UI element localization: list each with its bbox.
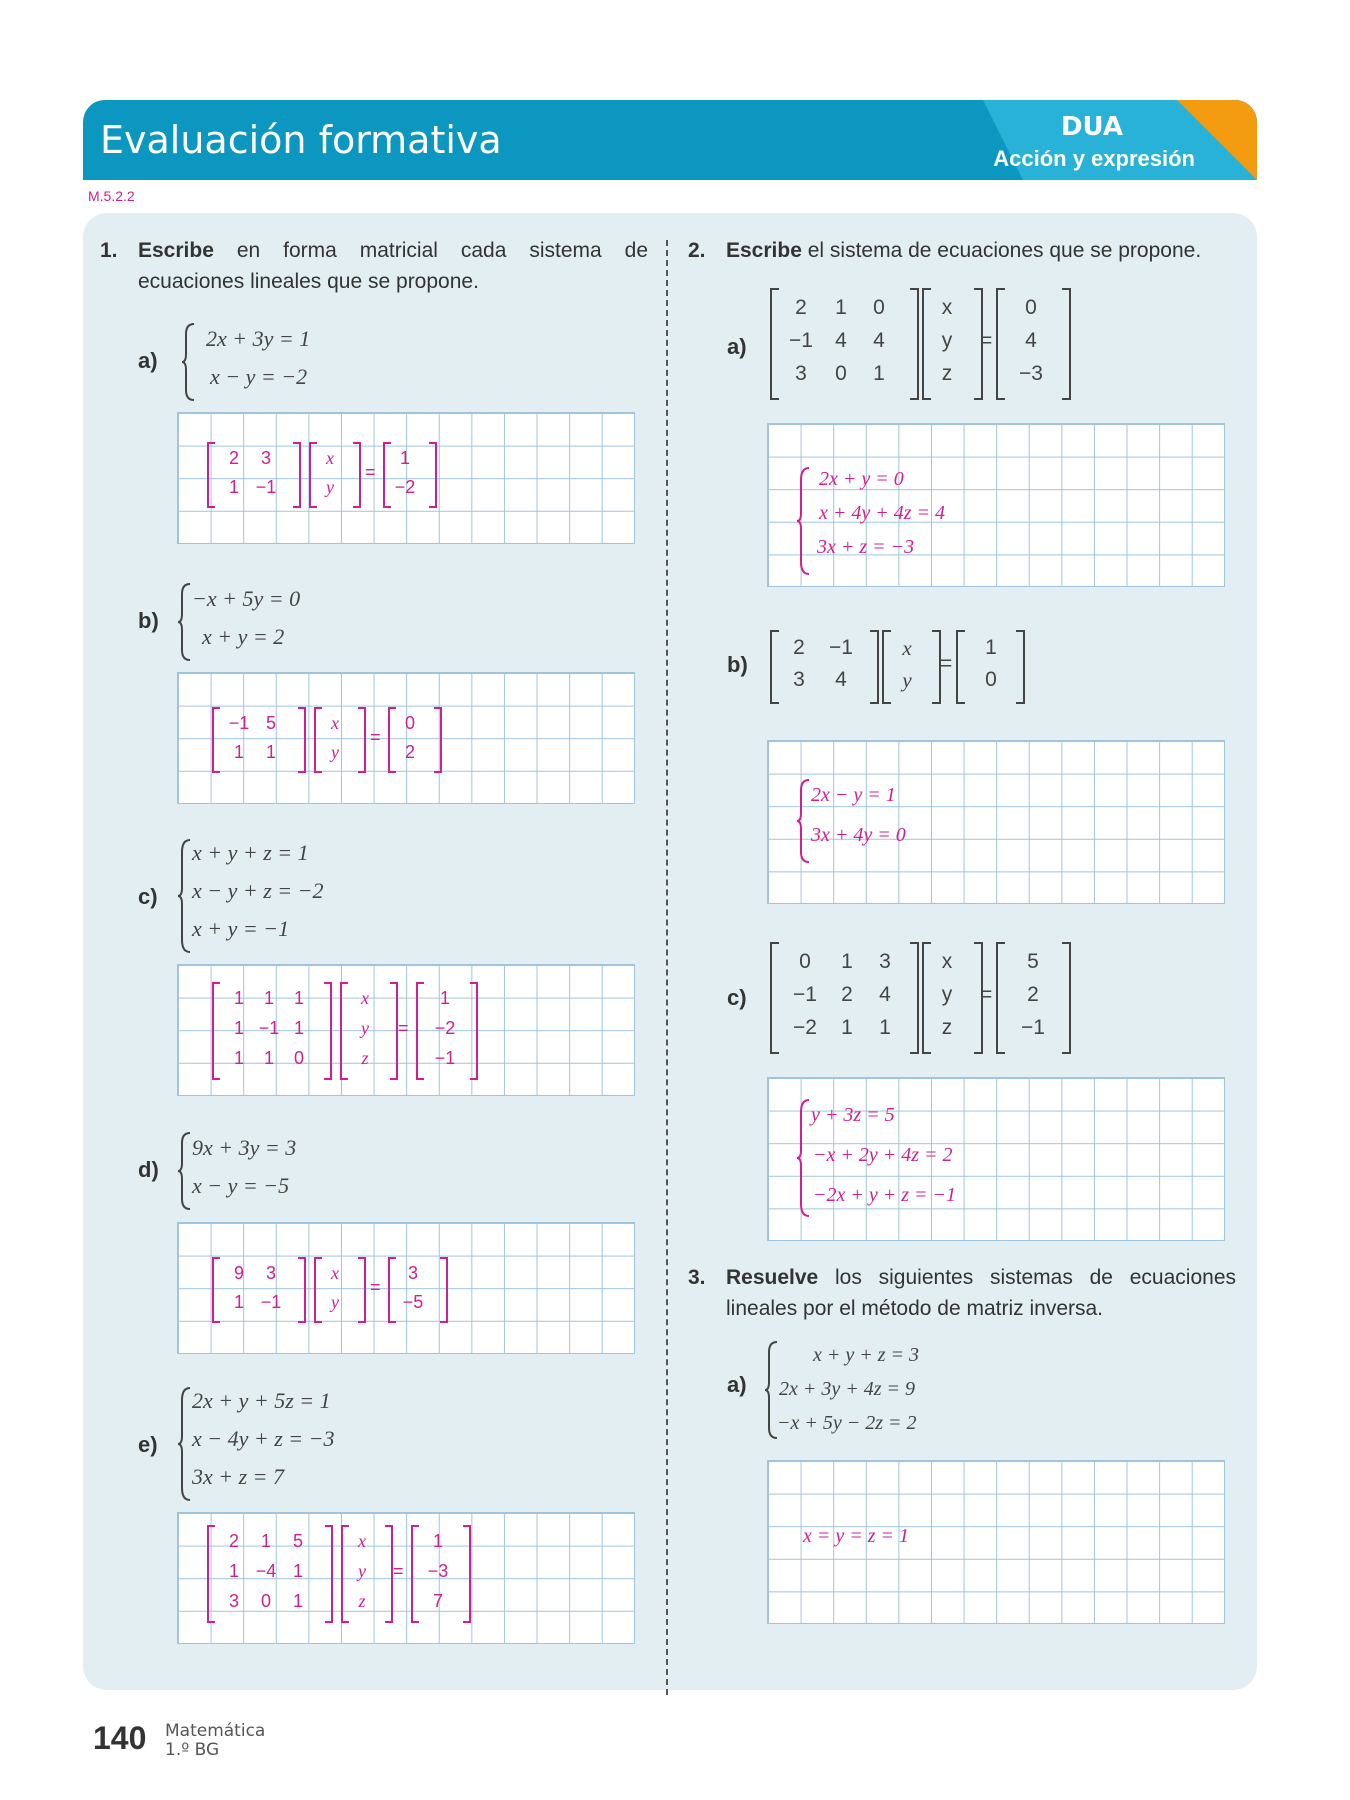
q1e-label: e) (138, 1432, 158, 1457)
q1b-eq-2: x + y = 2 (202, 624, 285, 649)
q1-number: 1. (100, 239, 118, 262)
page-footer (165, 1722, 265, 1760)
q2b-answer (797, 778, 997, 864)
q2c-answer-eq-1: y + 3z = 5 (811, 1104, 895, 1126)
q1e-eq-3: 3x + z = 7 (192, 1464, 285, 1489)
q1d-answer-grid (177, 1222, 635, 1354)
q2a-label: a) (727, 334, 747, 359)
brace-icon (797, 466, 811, 576)
dua-subtitle: Acción y expresión (993, 146, 1195, 171)
footer-grade: 1.º BG (165, 1740, 220, 1760)
q1d-eq-1: 9x + 3y = 3 (192, 1135, 297, 1160)
q2b-label: b) (727, 652, 748, 677)
q2-verb: Escribe (726, 239, 802, 262)
page-number: 140 (93, 1720, 147, 1756)
q2a-answer (797, 466, 997, 576)
q3a-eq-2: 2x + 3y + 4z = 9 (779, 1378, 916, 1400)
q3a-label: a) (727, 1372, 747, 1397)
q2a-answer-eq-3: 3x + z = −3 (817, 536, 915, 558)
q1e-system (178, 1386, 398, 1502)
q2a-answer-eq-2: x + 4y + 4z = 4 (819, 502, 946, 524)
q1c-eq-3: x + y = −1 (192, 916, 290, 941)
q2-number: 2. (688, 239, 706, 262)
q1b-answer-grid (177, 672, 635, 804)
brace-icon (797, 778, 811, 864)
brace-icon (178, 838, 192, 954)
q2c-answer-eq-2: −x + 2y + 4z = 2 (813, 1144, 953, 1166)
q1a-label: a) (138, 348, 158, 373)
q1c-label: c) (138, 884, 158, 909)
q1b-system (178, 582, 378, 662)
brace-icon (178, 582, 192, 662)
q1e-eq-1: 2x + y + 5z = 1 (192, 1388, 331, 1413)
q1b-eq-1: −x + 5y = 0 (192, 586, 301, 611)
q1-verb: Escribe (138, 239, 214, 262)
q2-text: el sistema de ecuaciones que se propone. (801, 239, 1202, 262)
q1a-eq-1: 2x + 3y = 1 (206, 326, 311, 351)
q3a-system (765, 1340, 1005, 1440)
q2c-answer-eq-3: −2x + y + z = −1 (813, 1184, 957, 1206)
column-divider (666, 240, 668, 1695)
q3-number: 3. (688, 1266, 706, 1289)
q1-instruction (100, 235, 648, 297)
brace-icon (178, 1386, 192, 1502)
q2c-answer (797, 1098, 1017, 1218)
q2b-answer-eq-1: 2x − y = 1 (811, 784, 896, 806)
q1c-eq-1: x + y + z = 1 (192, 840, 309, 865)
q3a-answer: x = y = z = 1 (803, 1525, 910, 1547)
q3-instruction (688, 1262, 1236, 1324)
skill-code: M.5.2.2 (88, 188, 135, 204)
q1c-system (178, 838, 398, 954)
brace-icon (178, 1131, 192, 1211)
q2c-label: c) (727, 985, 747, 1010)
brace-icon (182, 322, 196, 402)
q1-text: en forma matricial cada sistema de ecuaciones lineales que se propone. (138, 239, 648, 293)
q1a-system (182, 322, 382, 402)
dua-title: DUA (1060, 112, 1123, 142)
section-header (83, 100, 1257, 180)
brace-icon (797, 1098, 811, 1218)
q2b-answer-eq-2: 3x + 4y = 0 (811, 824, 906, 846)
q3a-eq-1: x + y + z = 3 (813, 1344, 920, 1366)
footer-subject: Matemática (165, 1721, 266, 1741)
q3-text: los siguientes sistemas de ecuaciones lineales por el método de matriz inversa. (726, 1266, 1236, 1320)
q1e-eq-2: x − 4y + z = −3 (192, 1426, 335, 1451)
q1d-system (178, 1131, 378, 1211)
q1d-label: d) (138, 1157, 159, 1182)
q1a-eq-2: x − y = −2 (210, 364, 308, 389)
q3-verb: Resuelve (726, 1266, 819, 1289)
q1b-label: b) (138, 608, 159, 633)
q2a-answer-eq-1: 2x + y = 0 (819, 468, 904, 490)
q1d-eq-2: x − y = −5 (192, 1173, 290, 1198)
q3a-eq-3: −x + 5y − 2z = 2 (777, 1412, 917, 1434)
q2-instruction (688, 235, 1248, 266)
section-title: Evaluación formativa (100, 118, 502, 162)
q1c-eq-2: x − y + z = −2 (192, 878, 324, 903)
